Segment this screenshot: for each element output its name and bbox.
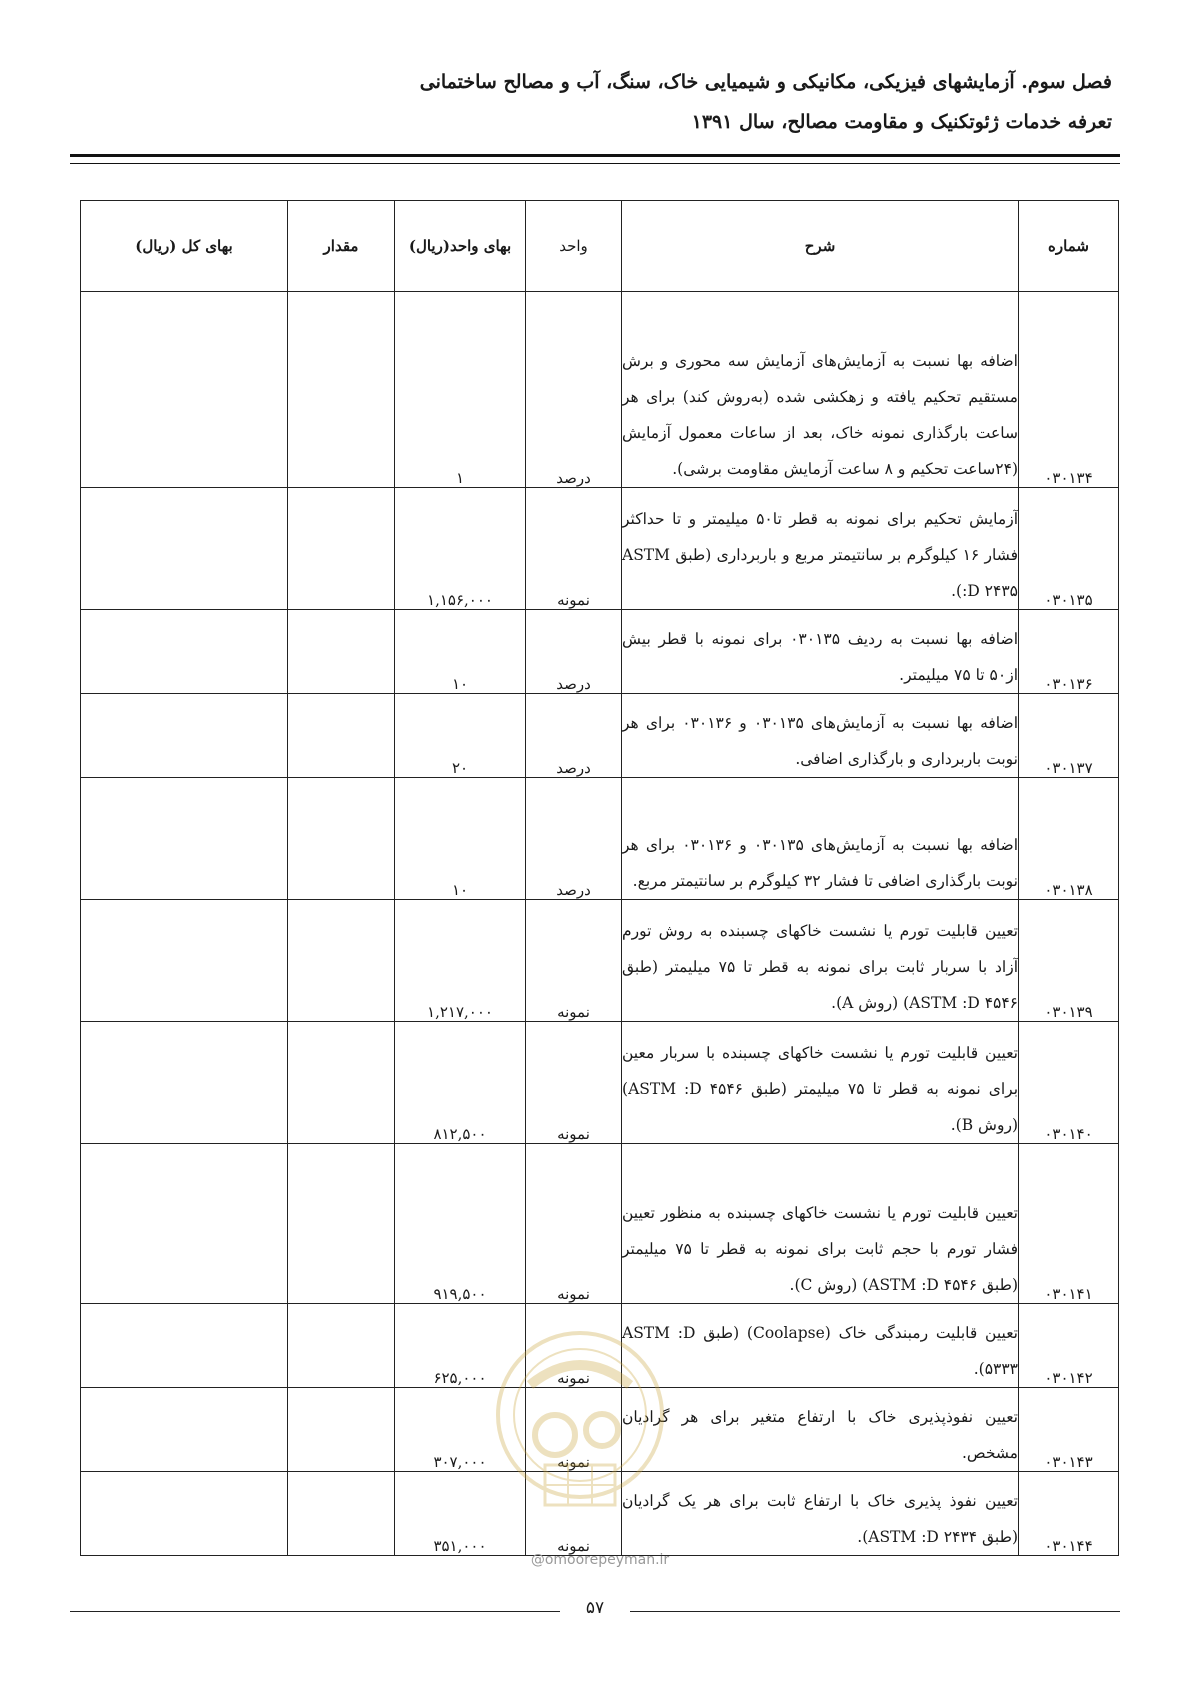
row-quantity [288,694,395,778]
row-code: ۰۳۰۱۴۱ [1019,1144,1119,1304]
row-quantity [288,778,395,900]
header-unit-price: بهای واحد(ریال) [395,201,526,292]
row-quantity [288,1388,395,1472]
row-total [81,488,288,610]
row-description: تعیین قابلیت تورم یا نشست خاکهای چسبنده با سربار معین برای نمونه به قطر تا ۷۵ میلیمتر (طبق ASTM :D ۴۵۴۶) (روش B). [622,1022,1019,1144]
footer-rule-right [630,1611,1120,1612]
row-quantity [288,1304,395,1388]
header-total: بهای کل (ریال) [81,201,288,292]
row-code: ۰۳۰۱۳۹ [1019,900,1119,1022]
row-total [81,694,288,778]
header-code: شماره [1019,201,1119,292]
row-description: آزمایش تحکیم برای نمونه به قطر تا۵۰ میلیمتر و تا حداکثر فشار ۱۶ کیلوگرم بر سانتیمتر مربع و باربرداری (طبق ASTM :D ۲۴۳۵). [622,488,1019,610]
table-row [81,610,1119,694]
row-unit-price: ۶۲۵,۰۰۰ [395,1304,526,1388]
header-description: شرح [622,201,1019,292]
row-unit-price: ۱۰ [395,778,526,900]
row-description: تعیین قابلیت رمبندگی خاک (Coolapse) (طبق ASTM :D ۵۳۳۳). [622,1304,1019,1388]
row-unit-price: ۱۰ [395,610,526,694]
row-quantity [288,610,395,694]
row-unit-price: ۱,۱۵۶,۰۰۰ [395,488,526,610]
row-unit-price: ۲۰ [395,694,526,778]
row-unit-price: ۱,۲۱۷,۰۰۰ [395,900,526,1022]
row-total [81,1472,288,1556]
row-unit-price: ۳۵۱,۰۰۰ [395,1472,526,1556]
row-quantity [288,1472,395,1556]
row-total [81,1388,288,1472]
page-number: ۵۷ [585,1598,605,1618]
table-row [81,488,1119,610]
row-total [81,778,288,900]
header-unit: واحد [526,201,622,292]
row-total [81,1022,288,1144]
table-header-row [81,201,1119,292]
row-quantity [288,1022,395,1144]
row-code: ۰۳۰۱۳۵ [1019,488,1119,610]
row-total [81,1304,288,1388]
header-rule [70,154,1120,164]
row-quantity [288,900,395,1022]
row-description: تعیین قابلیت تورم یا نشست خاکهای چسبنده به روش تورم آزاد با سربار ثابت برای نمونه به قطر تا ۷۵ میلیمتر (طبق ASTM :D ۴۵۴۶) (روش A). [622,900,1019,1022]
row-unit: نمونه [526,1388,622,1472]
row-code: ۰۳۰۱۳۸ [1019,778,1119,900]
row-unit: درصد [526,610,622,694]
table-row [81,1144,1119,1304]
row-unit-price: ۹۱۹,۵۰۰ [395,1144,526,1304]
tariff-title: تعرفه خدمات ژئوتکنیک و مقاومت مصالح، سال ۱۳۹۱ [691,111,1112,133]
row-quantity [288,1144,395,1304]
row-description: اضافه بها نسبت به آزمایش‌های آزمایش سه محوری و برش مستقیم تحکیم یافته و زهکشی شده (به‌روش کند) برای هر ساعت بارگذاری نمونه خاک، بعد از ساعات معمول آزمایش (۲۴ساعت تحکیم و ۸ ساعت آزمایش مقاومت برشی). [622,292,1019,488]
row-code: ۰۳۰۱۴۳ [1019,1388,1119,1472]
row-description: تعیین نفوذپذیری خاک با ارتفاع متغیر برای هر گرادیان مشخص. [622,1388,1019,1472]
row-total [81,292,288,488]
row-total [81,1144,288,1304]
watermark-site: @omoorepeyman.ir [530,1552,670,1568]
row-unit: نمونه [526,488,622,610]
watermark-logo [490,1325,670,1555]
table-row [81,900,1119,1022]
row-quantity [288,488,395,610]
row-total [81,900,288,1022]
row-total [81,610,288,694]
row-unit-price: ۸۱۲,۵۰۰ [395,1022,526,1144]
row-unit: درصد [526,292,622,488]
row-description: اضافه بها نسبت به آزمایش‌های ۰۳۰۱۳۵ و ۰۳۰۱۳۶ برای هر نوبت بارگذاری اضافی تا فشار ۳۲ کیلوگرم بر سانتیمتر مربع. [622,778,1019,900]
table-row [81,694,1119,778]
row-code: ۰۳۰۱۳۶ [1019,610,1119,694]
table-row [81,1022,1119,1144]
table-row [81,778,1119,900]
footer-rule-left [70,1611,560,1612]
page-header [82,62,1112,142]
row-description: تعیین نفوذ پذیری خاک با ارتفاع ثابت برای هر یک گرادیان (طبق ASTM :D ۲۴۳۴). [622,1472,1019,1556]
row-code: ۰۳۰۱۳۷ [1019,694,1119,778]
row-unit: درصد [526,778,622,900]
row-unit: نمونه [526,1022,622,1144]
row-quantity [288,292,395,488]
table-row [81,292,1119,488]
row-code: ۰۳۰۱۴۲ [1019,1304,1119,1388]
row-unit: درصد [526,694,622,778]
row-description: اضافه بها نسبت به آزمایش‌های ۰۳۰۱۳۵ و ۰۳۰۱۳۶ برای هر نوبت باربرداری و بارگذاری اضافی. [622,694,1019,778]
row-unit: نمونه [526,900,622,1022]
row-unit-price: ۳۰۷,۰۰۰ [395,1388,526,1472]
row-unit: نمونه [526,1144,622,1304]
header-quantity: مقدار [288,201,395,292]
row-unit: نمونه [526,1304,622,1388]
row-code: ۰۳۰۱۴۴ [1019,1472,1119,1556]
row-code: ۰۳۰۱۳۴ [1019,292,1119,488]
row-unit-price: ۱ [395,292,526,488]
row-code: ۰۳۰۱۴۰ [1019,1022,1119,1144]
chapter-title: فصل سوم. آزمایشهای فیزیکی، مکانیکی و شیمیایی خاک، سنگ، آب و مصالح ساختمانی [419,71,1112,93]
row-unit: نمونه [526,1472,622,1556]
row-description: اضافه بها نسبت به ردیف ۰۳۰۱۳۵ برای نمونه با قطر بیش از۵۰ تا ۷۵ میلیمتر. [622,610,1019,694]
row-description: تعیین قابلیت تورم یا نشست خاکهای چسبنده به منظور تعیین فشار تورم با حجم ثابت برای نمونه به قطر تا ۷۵ میلیمتر (طبق ASTM :D ۴۵۴۶) (روش C). [622,1144,1019,1304]
